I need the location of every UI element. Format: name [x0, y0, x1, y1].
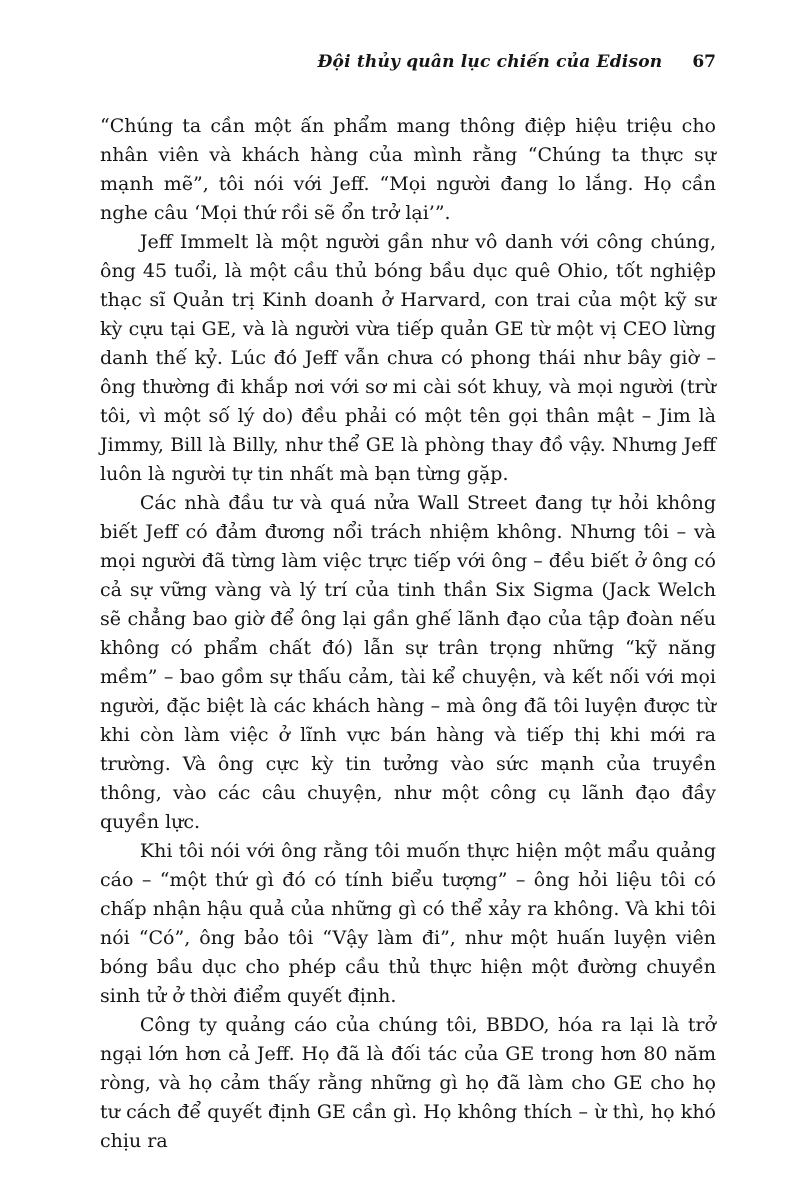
paragraph-2: Jeff Immelt là một người gần như vô danh với công chúng, ông 45 tuổi, là một cầu thủ bóng bầu dục quê Ohio, tốt nghiệp thạc sĩ Quản trị Kinh doanh ở Harvard, con trai của một kỹ sư kỳ cựu tại GE, và là người vừa tiếp quản GE từ một vị CEO lừng danh thế kỷ. Lúc đó Jeff vẫn chưa có phong thái như bây giờ – ông thường đi khắp nơi với sơ mi cài sót khuy, và mọi người (trừ tôi, vì một số lý do) đều phải có một tên gọi thân mật – Jim là Jimmy, Bill là Billy, như thể GE là phòng thay đồ vậy. Nhưng Jeff luôn là người tự tin nhất mà bạn từng gặp.	[100, 231, 716, 485]
running-header	[100, 52, 716, 72]
page-number: 67	[692, 52, 716, 72]
running-header-title: Đội thủy quân lục chiến của Edison	[317, 52, 663, 72]
paragraph-4: Khi tôi nói với ông rằng tôi muốn thực hiện một mẩu quảng cáo – “một thứ gì đó có tính biểu tượng” – ông hỏi liệu tôi có chấp nhận hậu quả của những gì có thể xảy ra không. Và khi tôi nói “Có”, ông bảo tôi “Vậy làm đi”, như một huấn luyện viên bóng bầu dục cho phép cầu thủ thực hiện một đường chuyền sinh tử ở thời điểm quyết định.	[100, 840, 716, 1007]
body-text	[100, 112, 716, 1156]
paragraph-5: Công ty quảng cáo của chúng tôi, BBDO, hóa ra lại là trở ngại lớn hơn cả Jeff. Họ đã là đối tác của GE trong hơn 80 năm ròng, và họ cảm thấy rằng những gì họ đã làm cho GE cho họ tư cách để quyết định GE cần gì. Họ không thích – ừ thì, họ khó chịu ra	[100, 1014, 716, 1152]
paragraph-1: “Chúng ta cần một ấn phẩm mang thông điệp hiệu triệu cho nhân viên và khách hàng của mình rằng “Chúng ta thực sự mạnh mẽ”, tôi nói với Jeff. “Mọi người đang lo lắng. Họ cần nghe câu ‘Mọi thứ rồi sẽ ổn trở lại’”.	[100, 115, 716, 224]
paragraph-3: Các nhà đầu tư và quá nửa Wall Street đang tự hỏi không biết Jeff có đảm đương nổi trách nhiệm không. Nhưng tôi – và mọi người đã từng làm việc trực tiếp với ông – đều biết ở ông có cả sự vững vàng và lý trí của tinh thần Six Sigma (Jack Welch sẽ chẳng bao giờ để ông lại gần ghế lãnh đạo của tập đoàn nếu không có phẩm chất đó) lẫn sự trân trọng những “kỹ năng mềm” – bao gồm sự thấu cảm, tài kể chuyện, và kết nối với mọi người, đặc biệt là các khách hàng – mà ông đã tôi luyện được từ khi còn làm việc ở lĩnh vực bán hàng và tiếp thị khi mới ra trường. Và ông cực kỳ tin tưởng vào sức mạnh của truyền thông, vào các câu chuyện, như một công cụ lãnh đạo đầy quyền lực.	[100, 492, 716, 833]
